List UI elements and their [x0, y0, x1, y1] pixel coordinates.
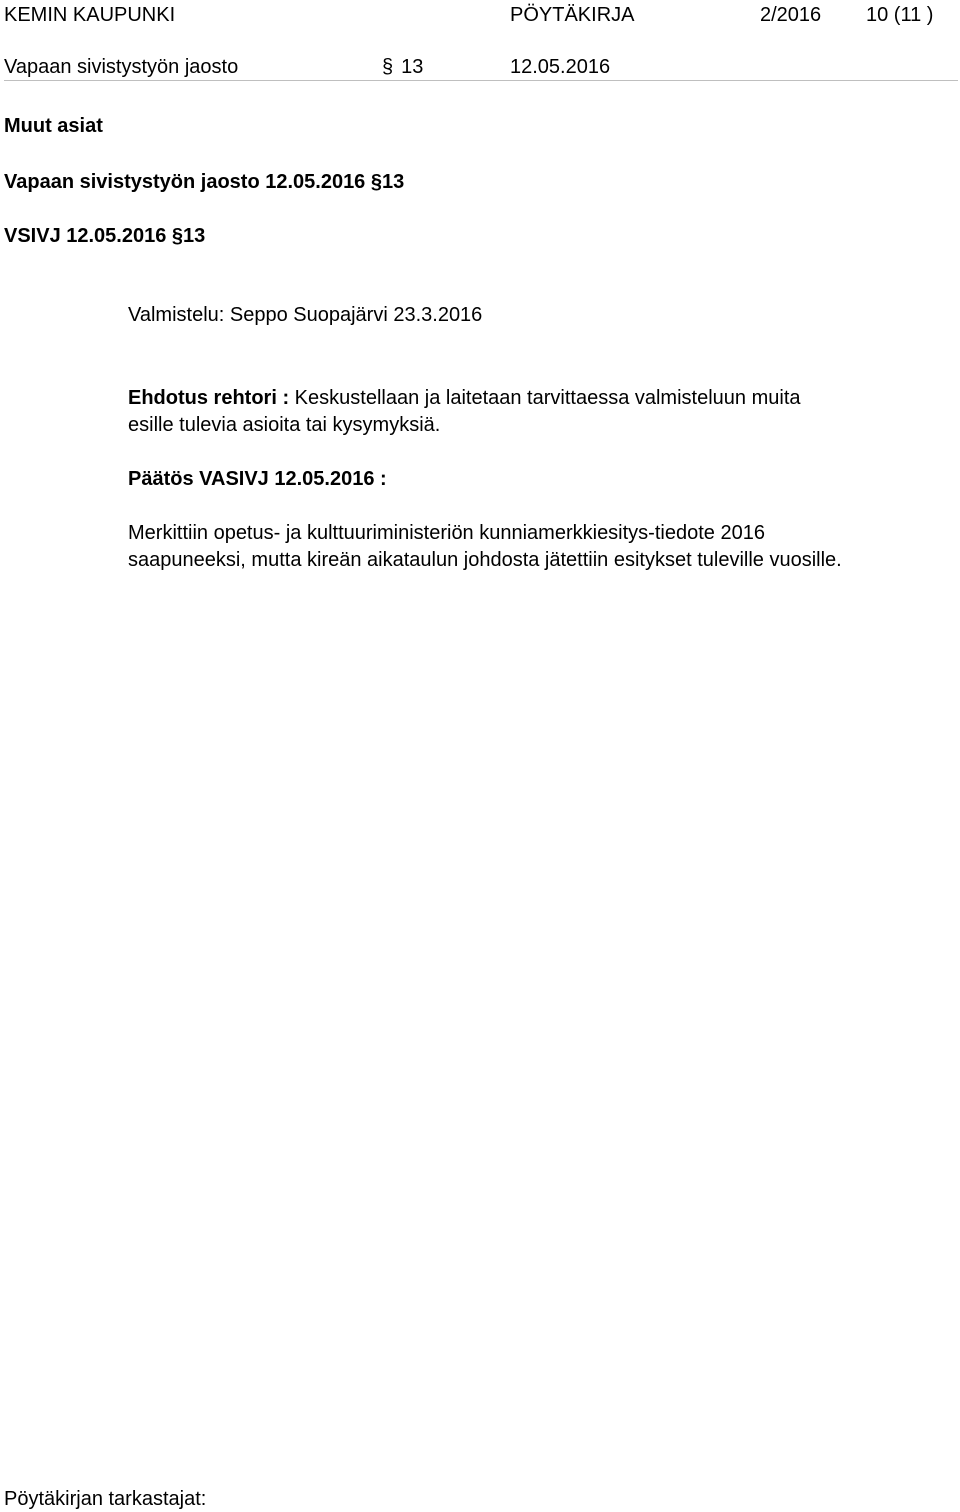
- subheading-text: VSIVJ 12.05.2016: [4, 225, 167, 247]
- section-number: 13: [382, 171, 405, 193]
- org-name: KEMIN KAUPUNKI: [4, 4, 176, 26]
- subheading-committee: [4, 172, 404, 192]
- header-divider: [4, 80, 958, 81]
- section-sign: §: [171, 225, 184, 247]
- decision-line-1: Merkittiin opetus- ja kulttuuriministeriön kunniamerkkiesitys-tiedote 2016: [128, 522, 765, 544]
- section-sign: §: [370, 171, 382, 193]
- subheading-text: Vapaan sivistystyön jaosto 12.05.2016: [4, 171, 366, 193]
- preparation-note: Valmistelu: Seppo Suopajärvi 23.3.2016: [128, 304, 483, 326]
- section-sign: §: [382, 56, 394, 78]
- reviewers-label: Pöytäkirjan tarkastajat:: [4, 1488, 207, 1510]
- subheading-abbreviation: [4, 226, 205, 246]
- proposal-label: Ehdotus rehtori :: [128, 387, 290, 409]
- decision-line-2: saapuneeksi, mutta kireän aikataulun johdosta jätettiin esitykset tuleville vuosille.: [128, 549, 842, 571]
- decision-label: Päätös VASIVJ 12.05.2016 :: [128, 468, 387, 490]
- proposal-line-2: esille tulevia asioita tai kysymyksiä.: [128, 414, 441, 436]
- document-type: PÖYTÄKIRJA: [510, 4, 635, 26]
- proposal-text: Keskustellaan ja laitetaan tarvittaessa valmisteluun muita: [294, 387, 801, 409]
- page-title: Muut asiat: [4, 115, 103, 137]
- meeting-date: 12.05.2016: [510, 56, 611, 78]
- committee-name: Vapaan sivistystyön jaosto: [4, 56, 239, 78]
- section-number: 13: [183, 225, 206, 247]
- page-number: 10 (11 ): [866, 4, 934, 26]
- document-number: 2/2016: [760, 4, 822, 26]
- section-reference: [382, 57, 423, 77]
- proposal-line-1: [128, 388, 801, 408]
- section-number: 13: [401, 56, 424, 78]
